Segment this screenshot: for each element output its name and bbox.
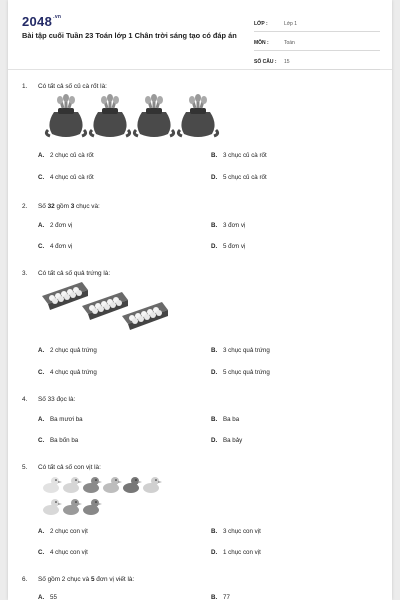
option-text: 55: [50, 594, 57, 600]
bold-number: 3: [70, 203, 75, 210]
option-letter: C.: [38, 243, 45, 250]
question-number: 6.: [22, 576, 28, 583]
question-number: 2.: [22, 203, 28, 210]
egg-cartons-image: [38, 280, 178, 336]
logo-suffix: .vn: [53, 14, 62, 20]
option-text: 2 đơn vị: [50, 222, 73, 229]
option-letter: A.: [38, 222, 45, 229]
page-title: Bài tập cuối Tuần 23 Toán lớp 1 Chân trời sáng tạo có đáp án: [22, 31, 237, 40]
question-6: [22, 576, 382, 583]
question-number: 1.: [22, 83, 28, 90]
option-c[interactable]: [38, 174, 94, 181]
option-b[interactable]: [211, 222, 245, 229]
option-c[interactable]: [38, 437, 78, 444]
option-a[interactable]: [38, 528, 88, 535]
question-text: [38, 576, 134, 583]
option-text: Ba ba: [223, 416, 240, 423]
question-number: 3.: [22, 270, 28, 277]
question-4: [22, 396, 382, 403]
option-text: Ba mươi ba: [50, 416, 83, 423]
option-text: 3 chục củ cà rốt: [223, 152, 267, 159]
option-text: 4 chục con vịt: [50, 549, 88, 556]
option-text: 4 chục quả trứng: [50, 369, 97, 376]
meta-value: Toán: [284, 40, 295, 46]
worksheet: [8, 0, 392, 600]
option-text: 2 chục củ cà rốt: [50, 152, 94, 159]
option-text: Ba bảy: [223, 437, 243, 444]
text-part: gồm: [54, 203, 71, 210]
text-part: chục và:: [74, 203, 100, 210]
question-text: Có tất cả số con vịt là:: [38, 464, 101, 471]
option-letter: D.: [211, 437, 218, 444]
option-letter: C.: [38, 369, 45, 376]
option-letter: B.: [211, 152, 218, 159]
option-text: 3 chục con vịt: [223, 528, 261, 535]
meta-label: SỐ CÂU :: [254, 59, 277, 65]
worksheet-header: [8, 0, 392, 70]
carrot-sacks-image: [44, 94, 220, 140]
option-letter: A.: [38, 416, 45, 423]
option-text: 77: [223, 594, 230, 600]
option-text: 4 đơn vị: [50, 243, 73, 250]
option-letter: B.: [211, 528, 218, 535]
option-d[interactable]: [211, 243, 245, 250]
option-text: 2 chục quả trứng: [50, 347, 97, 354]
option-text: 5 chục củ cà rốt: [223, 174, 267, 181]
option-a[interactable]: [38, 416, 83, 423]
meta-label: LỚP :: [254, 21, 268, 27]
option-b[interactable]: [211, 347, 270, 354]
question-number: 5.: [22, 464, 28, 471]
question-3: [22, 270, 382, 277]
option-a[interactable]: [38, 347, 97, 354]
ducks-image: [40, 474, 170, 520]
option-text: 1 chục con vịt: [223, 549, 261, 556]
option-text: 3 đơn vị: [223, 222, 246, 229]
text-part: Số gồm 2 chục và: [38, 576, 91, 583]
option-letter: C.: [38, 174, 45, 181]
option-text: 5 chục quả trứng: [223, 369, 270, 376]
question-number: 4.: [22, 396, 28, 403]
bold-number: 5: [90, 576, 95, 583]
option-d[interactable]: [211, 549, 261, 556]
option-letter: B.: [211, 347, 218, 354]
meta-panel: [254, 17, 380, 74]
meta-row-subject: [254, 36, 380, 51]
logo-text: 2048: [22, 14, 53, 29]
option-text: Ba bốn ba: [50, 437, 79, 444]
question-2: [22, 203, 382, 210]
site-logo[interactable]: [22, 14, 61, 29]
meta-value: Lớp 1: [284, 21, 298, 27]
option-a[interactable]: [38, 222, 72, 229]
question-5: [22, 464, 382, 471]
option-b[interactable]: [211, 594, 230, 600]
text-part: đơn vị viết là:: [94, 576, 135, 583]
meta-value: 15: [284, 59, 290, 65]
option-text: 2 chục con vịt: [50, 528, 88, 535]
option-letter: B.: [211, 594, 218, 600]
option-b[interactable]: [211, 152, 267, 159]
meta-label: MÔN :: [254, 40, 269, 46]
option-c[interactable]: [38, 369, 97, 376]
question-1: [22, 83, 382, 90]
option-a[interactable]: [38, 152, 94, 159]
option-letter: B.: [211, 222, 218, 229]
question-text: Có tất cả số củ cà rốt là:: [38, 83, 107, 90]
option-letter: D.: [211, 549, 218, 556]
option-c[interactable]: [38, 549, 88, 556]
option-letter: D.: [211, 369, 218, 376]
option-text: 3 chục quả trứng: [223, 347, 270, 354]
option-text: 4 chục củ cà rốt: [50, 174, 94, 181]
meta-row-count: [254, 55, 380, 70]
question-text: Có tất cả số quả trứng là:: [38, 270, 111, 277]
option-letter: B.: [211, 416, 218, 423]
option-text: 5 đơn vị: [223, 243, 246, 250]
question-text: Số 33 đọc là:: [38, 396, 76, 403]
option-d[interactable]: [211, 437, 242, 444]
option-d[interactable]: [211, 369, 270, 376]
bold-number: 32: [47, 203, 55, 210]
option-letter: D.: [211, 243, 218, 250]
option-d[interactable]: [211, 174, 267, 181]
option-letter: A.: [38, 347, 45, 354]
option-letter: A.: [38, 594, 45, 600]
option-b[interactable]: [211, 416, 239, 423]
text-part: Số: [38, 203, 48, 210]
option-c[interactable]: [38, 243, 72, 250]
option-a[interactable]: [38, 594, 57, 600]
meta-row-class: [254, 17, 380, 32]
option-letter: D.: [211, 174, 218, 181]
option-letter: A.: [38, 152, 45, 159]
option-b[interactable]: [211, 528, 261, 535]
option-letter: C.: [38, 437, 45, 444]
option-letter: A.: [38, 528, 45, 535]
option-letter: C.: [38, 549, 45, 556]
question-text: [38, 203, 100, 210]
